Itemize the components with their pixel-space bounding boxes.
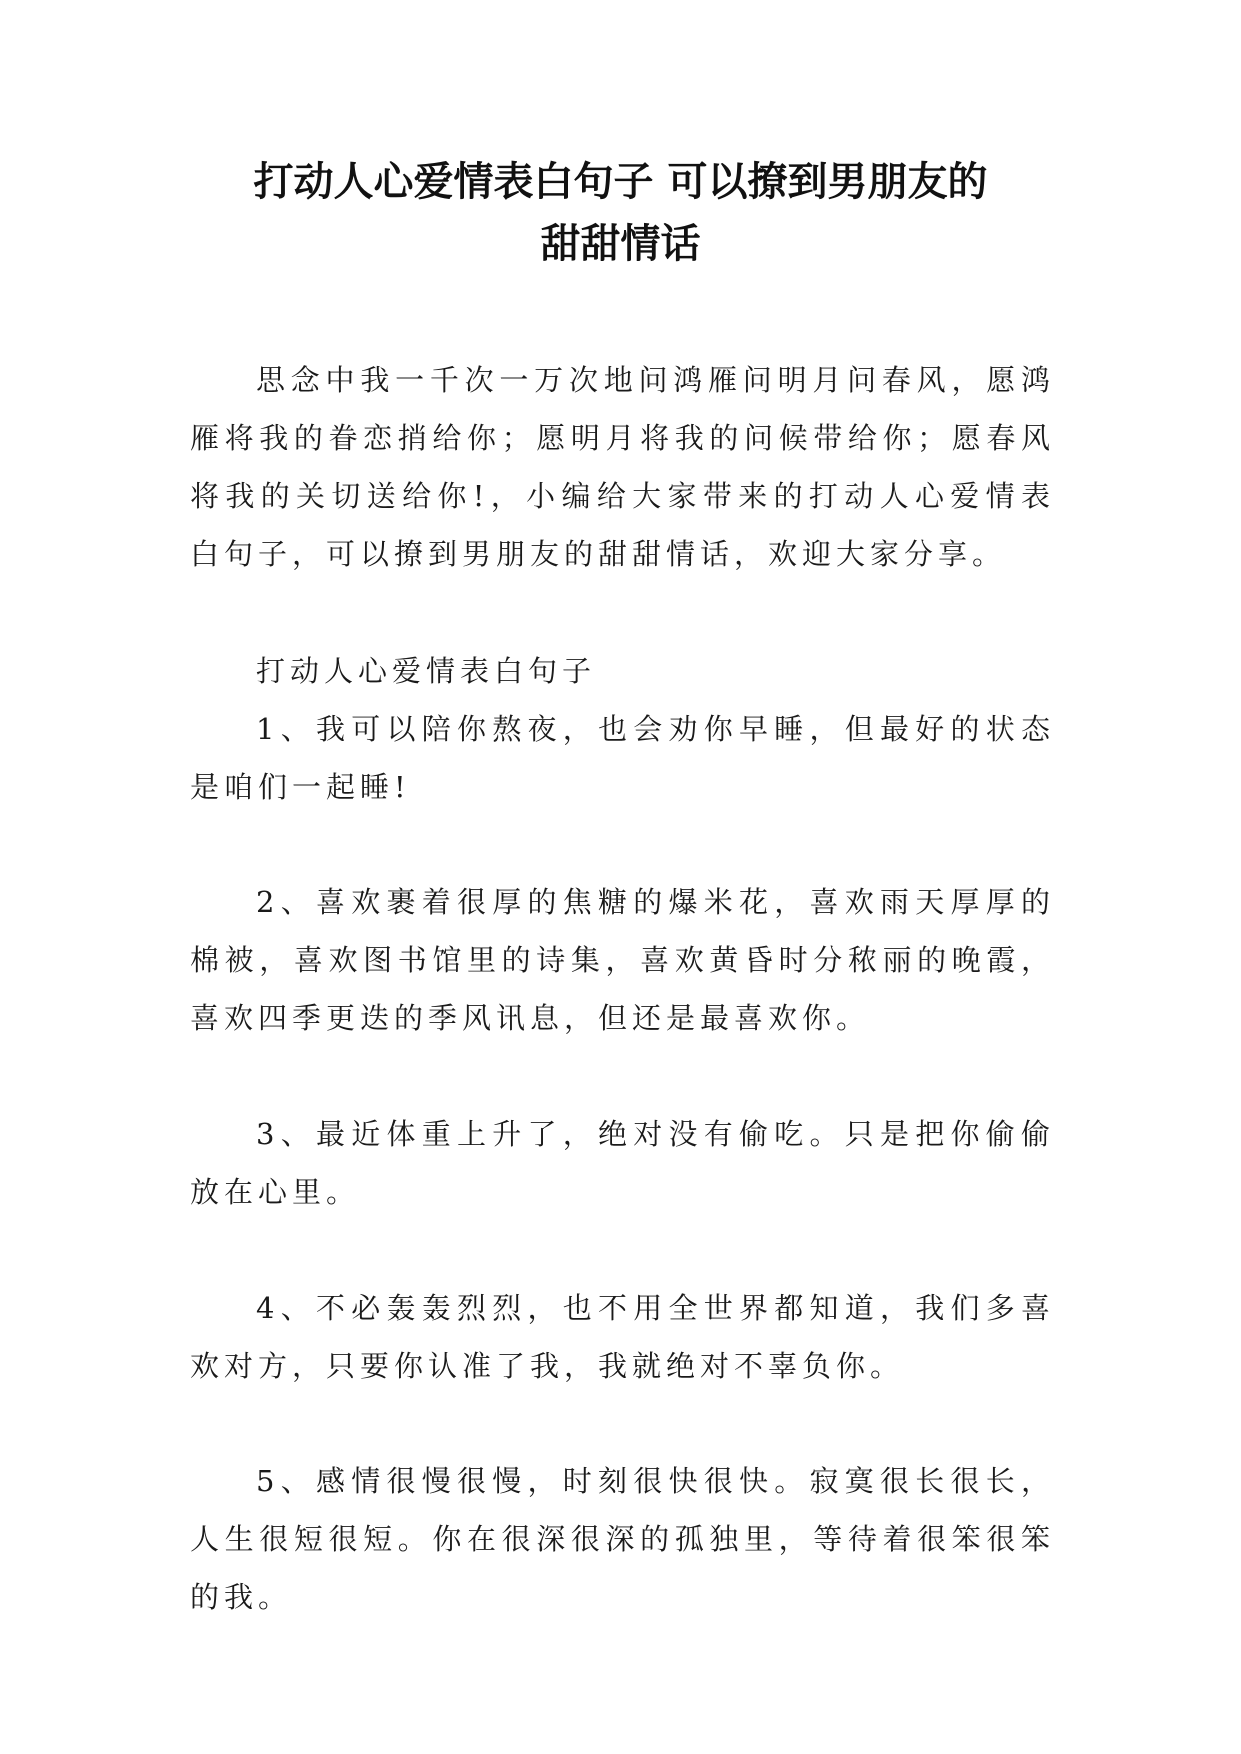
document-title-line-1: 打动人心爱情表白句子 可以撩到男朋友的 [253, 159, 988, 205]
list-item-4: 4、不必轰轰烈烈，也不用全世界都知道，我们多喜欢对方，只要你认准了我，我就绝对不辜负你。 [190, 1291, 1055, 1383]
intro-paragraph: 思念中我一千次一万次地问鸿雁问明月问春风，愿鸿雁将我的眷恋捎给你；愿明月将我的问候带给你；愿春风将我的关切送给你!，小编给大家带来的打动人心爱情表白句子，可以撩到男朋友的甜甜情话，欢迎大家分享。 [190, 363, 1055, 571]
list-item-2: 2、喜欢裹着很厚的焦糖的爆米花，喜欢雨天厚厚的棉被，喜欢图书馆里的诗集，喜欢黄昏时分秾丽的晚霞，喜欢四季更迭的季风讯息，但还是最喜欢你。 [190, 885, 1055, 1035]
document-title-line-2: 甜甜情话 [540, 221, 701, 267]
list-item-3: 3、最近体重上升了，绝对没有偷吃。只是把你偷偷放在心里。 [190, 1117, 1055, 1209]
list-item-1: 1、我可以陪你熬夜，也会劝你早睡，但最好的状态是咱们一起睡! [190, 712, 1055, 804]
list-item-5: 5、感情很慢很慢，时刻很快很快。寂寞很长很长，人生很短很短。你在很深很深的孤独里，等待着很笨很笨的我。 [190, 1464, 1055, 1614]
section-heading: 打动人心爱情表白句子 [256, 654, 597, 688]
